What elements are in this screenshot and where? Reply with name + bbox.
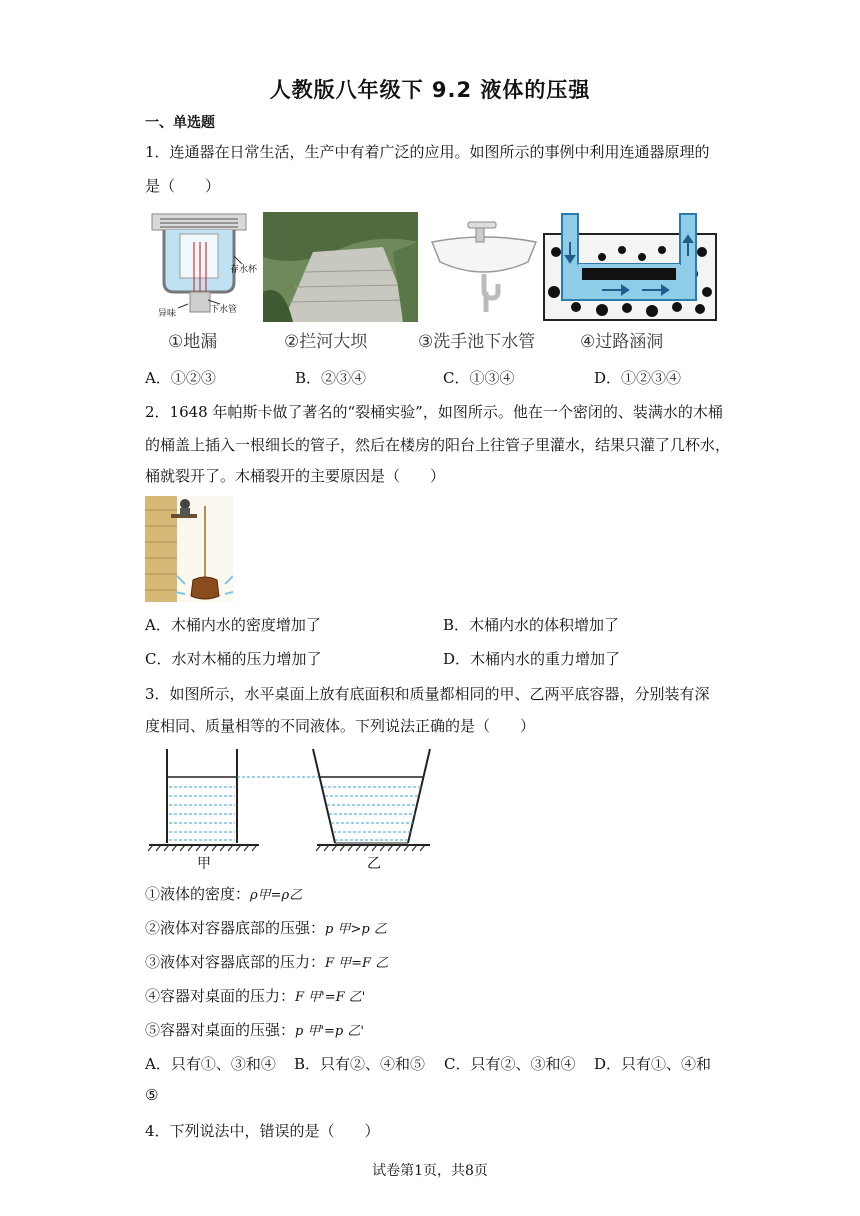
caption-culvert: ④过路涵洞 <box>580 332 664 352</box>
q3-option-b[interactable]: B．只有②、④和⑤ <box>294 1055 426 1073</box>
q2-option-a[interactable]: A．木桶内水的密度增加了 <box>145 616 321 634</box>
q3-statement-2: ②液体对容器底部的压强：p 甲>p 乙 <box>145 919 387 937</box>
caption-sink: ③洗手池下水管 <box>418 332 536 352</box>
label-jia: 甲 <box>197 856 211 872</box>
q4-stem-line1: 4．下列说法中，错误的是（ ） <box>145 1122 380 1140</box>
caption-dam: ②拦河大坝 <box>284 332 368 352</box>
q3-option-d[interactable]: D．只有①、④和 <box>594 1055 712 1073</box>
q3-option-c[interactable]: C．只有②、③和④ <box>444 1055 576 1073</box>
q3-statement-3: ③液体对容器底部的压力：F 甲=F 乙 <box>145 953 389 971</box>
q1-option-a[interactable]: A．①②③ <box>145 369 216 387</box>
q1-stem-line1: 1．连通器在日常生活，生产中有着广泛的应用。如图所示的事例中利用连通器原理的 <box>145 143 710 161</box>
q2-stem-line3: 桶就裂开了。木桶裂开的主要原因是（ ） <box>145 467 446 485</box>
q2-option-d[interactable]: D．木桶内水的重力增加了 <box>443 650 621 668</box>
label-pipe: 下水管 <box>210 305 238 315</box>
label-yi: 乙 <box>367 856 381 872</box>
q2-option-b[interactable]: B．木桶内水的体积增加了 <box>443 616 620 634</box>
sink-figure <box>428 212 540 324</box>
label-odor: 异味 <box>158 309 177 319</box>
barrel-experiment-figure <box>145 496 233 602</box>
q3-option-a[interactable]: A．只有①、③和④ <box>145 1055 276 1073</box>
page-footer: 试卷第1页，共8页 <box>372 1163 488 1179</box>
page-title: 人教版八年级下 9.2 液体的压强 <box>269 78 591 102</box>
q3-stem-line1: 3．如图所示，水平桌面上放有底面积和质量都相同的甲、乙两平底容器，分别装有深 <box>145 685 710 703</box>
q1-option-b[interactable]: B．②③④ <box>295 369 367 387</box>
q1-option-d[interactable]: D．①②③④ <box>594 369 682 387</box>
floor-drain-figure <box>150 212 262 324</box>
caption-floor-drain: ①地漏 <box>168 332 218 352</box>
q3-statement-4: ④容器对桌面的压力：F 甲'=F 乙' <box>145 987 366 1005</box>
section-heading: 一、单选题 <box>145 115 215 131</box>
q2-option-c[interactable]: C．水对木桶的压力增加了 <box>145 650 322 668</box>
q2-stem-line2: 的桶盖上插入一根细长的管子，然后在楼房的阳台上往管子里灌水，结果只灌了几杯水， <box>145 436 731 454</box>
q3-option-d-wrap: ⑤ <box>145 1086 159 1104</box>
q3-statement-1: ①液体的密度：ρ甲=ρ乙 <box>145 885 303 903</box>
containers-figure <box>145 745 440 870</box>
dam-photo <box>263 212 418 322</box>
culvert-figure <box>542 212 718 322</box>
q3-stem-line2: 度相同、质量相等的不同液体。下列说法正确的是（ ） <box>145 717 536 735</box>
q1-stem-line2: 是（ ） <box>145 177 221 195</box>
q2-stem-line1: 2．1648 年帕斯卡做了著名的“裂桶实验”，如图所示。他在一个密闭的、装满水的木桶 <box>145 403 723 421</box>
label-cup: 存水杯 <box>230 265 258 275</box>
q3-statement-5: ⑤容器对桌面的压强：p 甲'=p 乙' <box>145 1021 364 1039</box>
q1-option-c[interactable]: C．①③④ <box>443 369 515 387</box>
